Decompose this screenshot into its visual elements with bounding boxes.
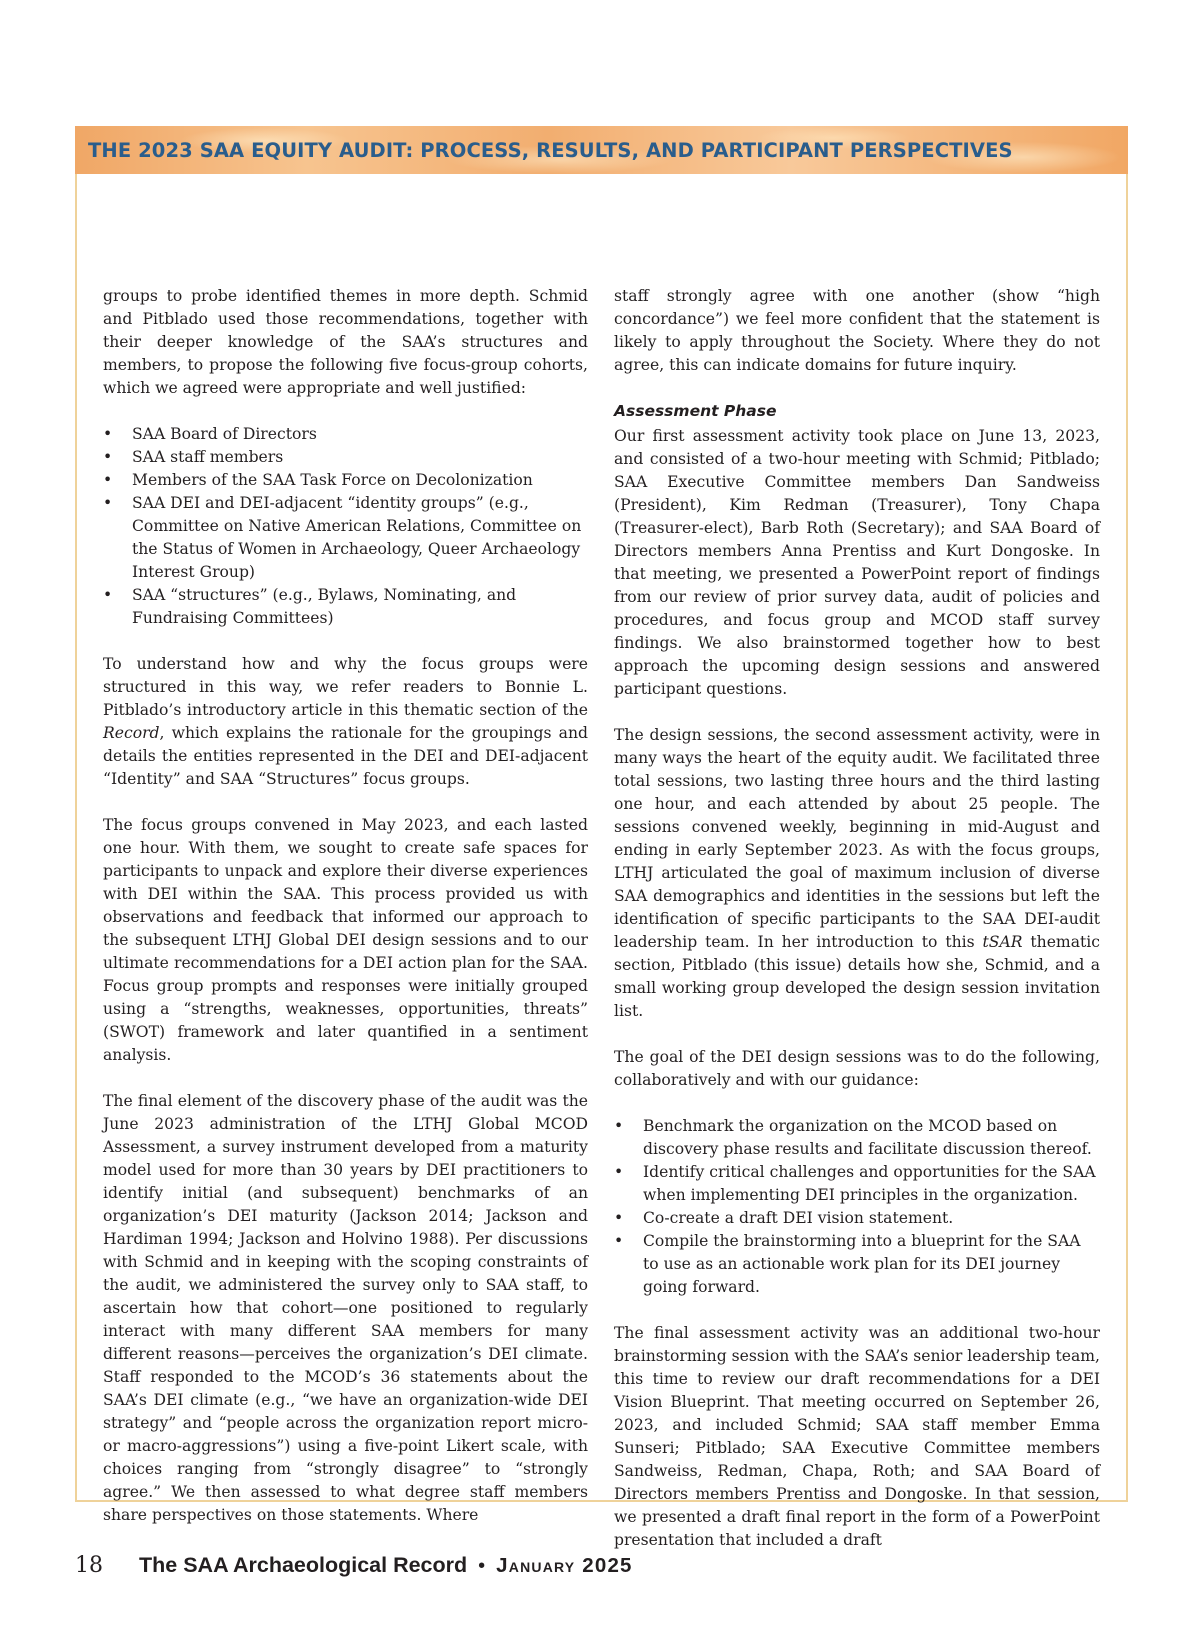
list-item: • Members of the SAA Task Force on Decolonization — [103, 469, 588, 492]
list-item: • SAA Board of Directors — [103, 423, 588, 446]
tsar-italic: tSAR — [982, 933, 1023, 951]
list-item: • Co-create a draft DEI vision statement. — [614, 1207, 1100, 1230]
page-number: 18 — [75, 1553, 103, 1578]
list-item: • Compile the brainstorming into a blueprint for the SAA to use as an actionable work plan for its DEI journey going forward. — [614, 1230, 1100, 1299]
right-paragraph-4: The goal of the DEI design sessions was to do the following, collaboratively and with our guidance: — [614, 1048, 1100, 1089]
list-item: • SAA staff members — [103, 446, 588, 469]
assessment-phase-heading: Assessment Phase — [614, 402, 777, 420]
page-footer — [75, 1553, 633, 1578]
right-paragraph-3: The design sessions, the second assessment activity, were in many ways the heart of the equity audit. We facilitated three total sessions, two lasting three hours and the third lasting one hour, and each attended by about 25 people. The sessions convened weekly, beginning in mid-August and ending in early September 2023. As with the focus groups, LTHJ articulated the goal of maximum inclusion of diverse SAA demographics and identities in the sessions but left the identification of specific participants to the SAA DEI-audit leadership team. In her introduction to this tSAR thematic section, Pitblado (this issue) details how she, Schmid, and a small working group developed the design session invitation list. — [614, 726, 1100, 1020]
journal-title: The SAA Archaeological Record — [139, 1553, 468, 1577]
list-item: • SAA DEI and DEI-adjacent “identity groups” (e.g., Committee on Native American Relations, Committee on the Status of Women in Archaeology, Queer Archaeology Interest Group) — [103, 492, 588, 584]
footer-separator: • — [478, 1555, 486, 1577]
list-item: • Identify critical challenges and opportunities for the SAA when implementing DEI principles in the organization. — [614, 1161, 1100, 1207]
left-paragraph-1: groups to probe identified themes in more depth. Schmid and Pitblado used those recommendations, together with their deeper knowledge of the SAA’s structures and members, to propose the following five focus-group cohorts, which we agreed were appropriate and well justified: — [103, 287, 588, 397]
section-title: THE 2023 SAA EQUITY AUDIT: PROCESS, RESULTS, AND PARTICIPANT PERSPECTIVES — [88, 138, 1013, 162]
right-paragraph-5: The final assessment activity was an additional two-hour brainstorming session with the SAA’s senior leadership team, this time to review our draft recommendations for a DEI Vision Blueprint. That meeting occurred on September 26, 2023, and included Schmid; SAA staff member Emma Sunseri; Pitblado; SAA Executive Committee members Sandweiss, Redman, Chapa, Roth; and SAA Board of Directors members Prentiss and Dongoske. In that session, we presented a draft final report in the form of a PowerPoint presentation that included a draft — [614, 1324, 1100, 1549]
focus-group-list — [103, 423, 588, 630]
left-column — [103, 285, 588, 1527]
right-paragraph-2: Our first assessment activity took place on June 13, 2023, and consisted of a two-hour meeting with Schmid; Pitblado; SAA Executive Committee members Dan Sandweiss (President), Kim Redman (Treasurer), Tony Chapa (Treasurer-elect), Barb Roth (Secretary); and SAA Board of Directors members Anna Prentiss and Kurt Dongoske. In that meeting, we presented a PowerPoint report of findings from our review of prior survey data, audit of policies and procedures, and focus group and MCOD staff survey findings. We also brainstormed together how to best approach the upcoming design sessions and answered participant questions. — [614, 427, 1100, 698]
left-paragraph-4: The final element of the discovery phase of the audit was the June 2023 administration of the LTHJ Global MCOD Assessment, a survey instrument developed from a maturity model used for more than 30 years by DEI practitioners to identify initial (and subsequent) benchmarks of an organization’s DEI maturity (Jackson 2014; Jackson and Hardiman 1994; Jackson and Holvino 1988). Per discussions with Schmid and in keeping with the scoping constraints of the audit, we administered the survey only to SAA staff, to ascertain how that cohort—one positioned to regularly interact with many different SAA members for many different reasons—perceives the organization’s DEI climate. Staff responded to the MCOD’s 36 statements about the SAA’s DEI climate (e.g., “we have an organization-wide DEI strategy” and “people across the organization report micro- or macro-aggressions”) using a five-point Likert scale, with choices ranging from “strongly disagree” to “strongly agree.” We then assessed to what degree staff members share perspectives on those statements. Where — [103, 1092, 588, 1524]
record-italic: Record — [103, 724, 160, 742]
section-banner — [75, 126, 1128, 174]
list-item: • Benchmark the organization on the MCOD based on discovery phase results and facilitate discussion thereof. — [614, 1115, 1100, 1161]
design-goals-list — [614, 1115, 1100, 1299]
list-item: • SAA “structures” (e.g., Bylaws, Nominating, and Fundraising Committees) — [103, 584, 588, 630]
left-paragraph-2: To understand how and why the focus groups were structured in this way, we refer readers to Bonnie L. Pitblado’s introductory article in this thematic section of the Record, which explains the rationale for the groupings and details the entities represented in the DEI and DEI-adjacent “Identity” and SAA “Structures” focus groups. — [103, 655, 588, 788]
right-column — [614, 285, 1100, 1552]
left-paragraph-3: The focus groups convened in May 2023, and each lasted one hour. With them, we sought to create safe spaces for participants to unpack and explore their diverse experiences with DEI within the SAA. This process provided us with observations and feedback that informed our approach to the subsequent LTHJ Global DEI design sessions and to our ultimate recommendations for a DEI action plan for the SAA. Focus group prompts and responses were initially grouped using a “strengths, weaknesses, opportunities, threats” (SWOT) framework and later quantified in a sentiment analysis. — [103, 816, 588, 1064]
right-paragraph-1: staff strongly agree with one another (show “high concordance”) we feel more confident that the statement is likely to apply throughout the Society. Where they do not agree, this can indicate domains for future inquiry. — [614, 287, 1100, 374]
issue-date: January 2025 — [496, 1554, 633, 1577]
